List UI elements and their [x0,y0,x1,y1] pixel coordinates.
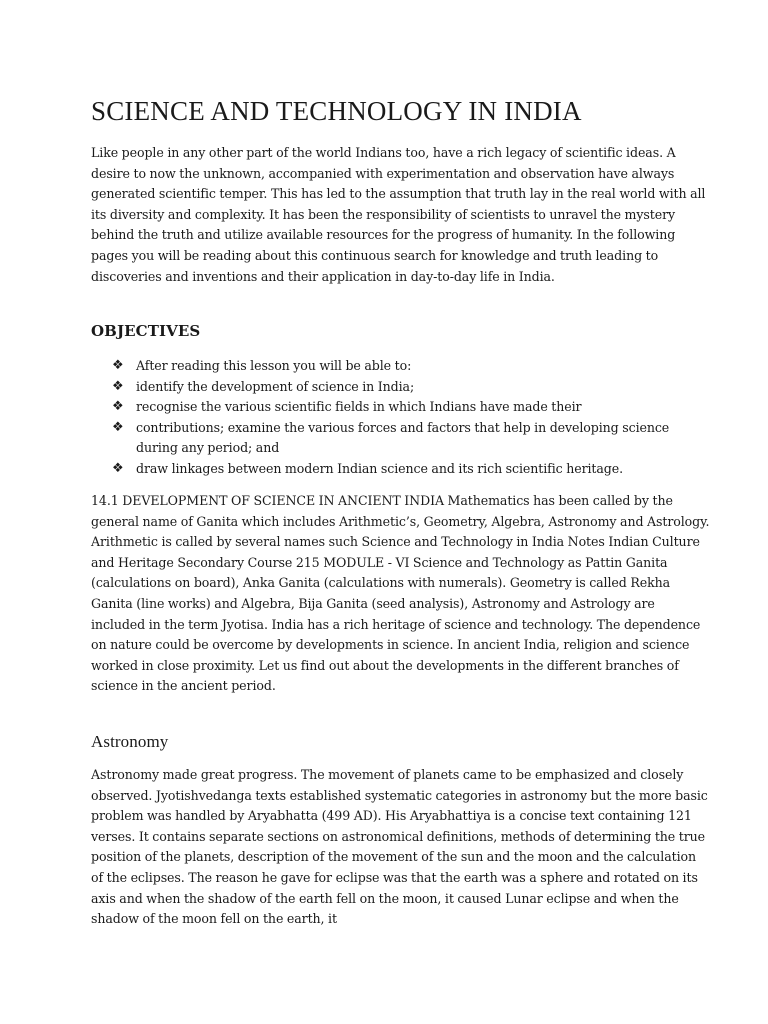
objective-item [112,377,672,398]
objective-text: After reading this lesson you will be able to: [136,358,412,373]
document-title: SCIENCE AND TECHNOLOGY IN INDIA [91,96,582,126]
objective-text: contributions; examine the various forces and factors that help in developing science during any period; and [136,419,670,456]
objective-text: draw linkages between modern Indian science and its rich scientific heritage. [136,460,624,476]
objective-item [112,397,672,418]
objective-item [112,459,672,480]
astronomy-heading: Astronomy [91,732,169,751]
objective-text: identify the development of science in India; [136,378,415,394]
diamond-bullet-icon: ❖ [112,378,124,394]
intro-paragraph: Like people in any other part of the world Indians too, have a rich legacy of scientific ideas. A desire to now the unknown, accompanied with experimentation and observation have always generated scientific temper. This has led to the assumption that truth lay in the real world with all its diversity and complexity. It has been the responsibility of scientists to unravel the mystery behind the truth and utilize available resources for the progress of humanity. In the following pages you will be reading about this continuous search for knowledge and truth leading to discoveries and inventions and their application in day-to-day life in India. [91,145,706,284]
objective-item [112,418,672,459]
section-14-1-paragraph: 14.1 DEVELOPMENT OF SCIENCE IN ANCIENT INDIA Mathematics has been called by the general name of Ganita which includes Arithmetic’s, Geometry, Algebra, Astronomy and Astrology. Arithmetic is called by several names such Science and Technology in India Notes Indian Culture and Heritage Secondary Course 215 MODULE - VI Science and Technology as Pattin Ganita (calculations on board), Anka Ganita (calculations with numerals). Geometry is called Rekha Ganita (line works) and Algebra, Bija Ganita (seed analysis), Astronomy and Astrology are included in the term Jyotisa. India has a rich heritage of science and technology. The dependence on nature could be overcome by developments in science. In ancient India, religion and science worked in close proximity. Let us find out about the developments in the different branches of science in the ancient period. [91,493,710,694]
diamond-bullet-icon: ❖ [112,358,124,373]
astronomy-paragraph: Astronomy made great progress. The movement of planets came to be emphasized and closely observed. Jyotishvedanga texts established systematic categories in astronomy but the more basic problem was handled by Aryabhatta (499 AD). His Aryabhattiya is a concise text containing 121 verses. It contains separate sections on astronomical definitions, methods of determining the true position of the planets, description of the movement of the sun and the moon and the calculation of the eclipses. The reason he gave for eclipse was that the earth was a sphere and rotated on its axis and when the shadow of the earth fell on the moon, it caused Lunar eclipse and when the shadow of the moon fell on the earth, it [91,767,708,927]
diamond-bullet-icon: ❖ [112,399,124,415]
objective-item [112,356,672,377]
objectives-heading: OBJECTIVES [91,322,201,340]
diamond-bullet-icon: ❖ [112,419,124,435]
objective-text: recognise the various scientific fields in which Indians have made their [136,399,582,415]
objectives-list [112,356,672,480]
diamond-bullet-icon: ❖ [112,460,124,476]
